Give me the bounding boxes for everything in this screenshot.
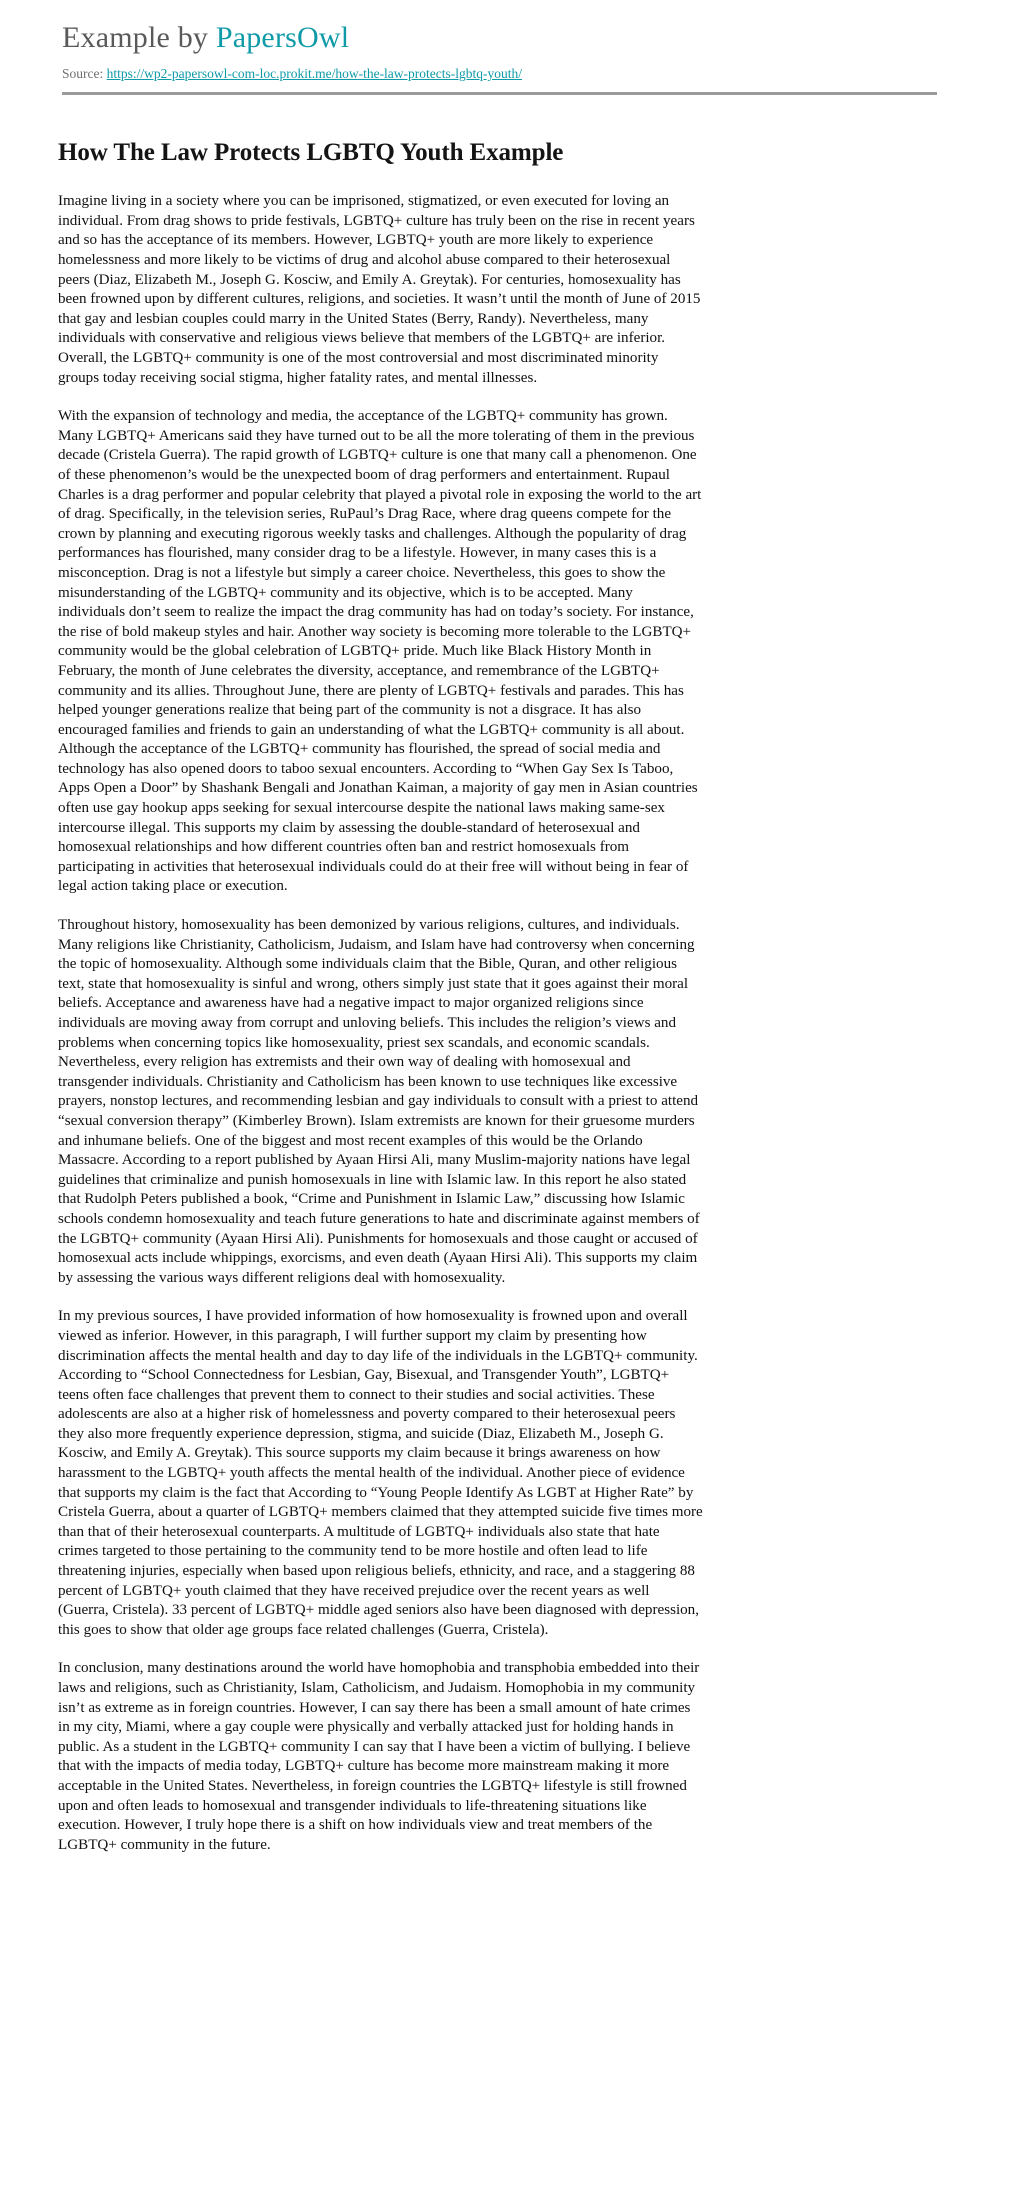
article-paragraph: Imagine living in a society where you can be imprisoned, stigmatized, or even executed for loving an individual. From drag shows to pride festivals, LGBTQ+ culture has truly been on the rise in recent years and so has the acceptance of its members. However, LGBTQ+ youth are more likely to experience homelessness and more likely to be victims of drug and alcohol abuse compared to their heterosexual peers (Diaz, Elizabeth M., Joseph G. Kosciw, and Emily A. Greytak). For centuries, homosexuality has been frowned upon by different cultures, religions, and societies. It wasn’t until the month of June of 2015 that gay and lesbian couples could marry in the United States (Berry, Randy). Nevertheless, many individuals with conservative and religious views believe that members of the LGBTQ+ are inferior. Overall, the LGBTQ+ community is one of the most controversial and most discriminated minority groups today receiving social stigma, higher fatality rates, and mental illnesses. bbox=[58, 193, 701, 386]
brand-name: PapersOwl bbox=[215, 21, 350, 54]
source-line bbox=[58, 66, 758, 82]
article-paragraph: In conclusion, many destinations around the world have homophobia and transphobia embedded into their laws and religions, such as Christianity, Islam, Catholicism, and Judaism. Homophobia in my community isn’t as extreme as in foreign countries. However, I can say there has been a small amount of hate crimes in my city, Miami, where a gay couple were physically and verbally attacked just for holding hands in public. As a student in the LGBTQ+ community I can say that I have been a victim of bullying. I believe that with the impacts of media today, LGBTQ+ culture has become more mainstream making it more acceptable in the United States. Nevertheless, in foreign countries the LGBTQ+ lifestyle is still frowned upon and often leads to homosexual and transgender individuals to life-threatening situations like execution. However, I truly hope there is a shift on how individuals view and treat members of the LGBTQ+ community in the future. bbox=[58, 1660, 700, 1853]
article-paragraph: Throughout history, homosexuality has been demonized by various religions, cultures, and individuals. Many religions like Christianity, Catholicism, Judaism, and Islam have had controversy when concerning the topic of homosexuality. Although some individuals claim that the Bible, Quran, and other religious text, state that homosexuality is sinful and wrong, others simply just state that it goes against their moral beliefs. Acceptance and awareness have had a negative impact to major organized religions since individuals are moving away from corrupt and unloving beliefs. This includes the religion’s views and problems when concerning topics like homosexuality, priest sex scandals, and economic scandals. Nevertheless, every religion has extremists and their own way of dealing with homosexual and transgender individuals. Christianity and Catholicism has been known to use techniques like excessive prayers, nonstop lectures, and recommending lesbian and gay individuals to consult with a priest to attend “sexual conversion therapy” (Kimberley Brown). Islam extremists are known for their gruesome murders and inhumane beliefs. One of the biggest and most recent examples of this would be the Orlando Massacre. According to a report published by Ayaan Hirsi Ali, many Muslim-majority nations have legal guidelines that criminalize and punish homosexuals in line with Islamic law. In this report he also stated that Rudolph Peters published a book, “Crime and Punishment in Islamic Law,” discussing how Islamic schools condemn homosexuality and teach future generations to hate and discriminate against members of the LGBTQ+ community (Ayaan Hirsi Ali). Punishments for homosexuals and those caught or accused of homosexual acts include whippings, exorcisms, and even death (Ayaan Hirsi Ali). This supports my claim by assessing the various ways different religions deal with homosexuality. bbox=[58, 917, 700, 1286]
page-title: How The Law Protects LGBTQ Youth Example bbox=[58, 139, 564, 166]
header-divider bbox=[62, 92, 937, 95]
brand-header bbox=[58, 0, 758, 95]
article-paragraph: With the expansion of technology and media, the acceptance of the LGBTQ+ community has grown. Many LGBTQ+ Americans said they have turned out to be all the more tolerating of them in the previous decade (Cristela Guerra). The rapid growth of LGBTQ+ culture is one that many call a phenomenon. One of these phenomenon’s would be the unexpected boom of drag performers and entertainment. Rupaul Charles is a drag performer and popular celebrity that played a pivotal role in exposing the world to the art of drag. Specifically, in the television series, RuPaul’s Drag Race, where drag queens compete for the crown by planning and executing rigorous weekly tasks and challenges. Although the popularity of drag performances has flourished, many consider drag to be a lifestyle. However, in many cases this is a misconception. Drag is not a lifestyle but simply a career choice. Nevertheless, this goes to show the misunderstanding of the LGBTQ+ community and its objective, which is to be accepted. Many individuals don’t seem to realize the impact the drag community has had on today’s society. For instance, the rise of bold makeup styles and hair. Another way society is becoming more tolerable to the LGBTQ+ community would be the global celebration of LGBTQ+ pride. Much like Black History Month in February, the month of June celebrates the diversity, acceptance, and remembrance of the LGBTQ+ community and its allies. Throughout June, there are plenty of LGBTQ+ festivals and parades. This has helped younger generations realize that being part of the community is not a disgrace. It has also encouraged families and friends to gain an understanding of what the LGBTQ+ community is all about. Although the acceptance of the LGBTQ+ community has flourished, the spread of social media and technology has also opened doors to taboo sexual encounters. According to “When Gay Sex Is Taboo, Apps Open a Door” by Shashank Bengali and Jonathan Kaiman, a majority of gay men in Asian countries often use gay hookup apps seeking for sexual intercourse despite the national laws making same-sex intercourse illegal. This supports my claim by assessing the double-standard of heterosexual and homosexual relationships and how different countries often ban and restrict homosexuals from participating in activities that heterosexual individuals could do at their free will without being in fear of legal action taking place or execution. bbox=[58, 408, 702, 895]
brand-title bbox=[58, 20, 758, 56]
article-body bbox=[58, 103, 758, 1855]
brand-title-prefix: Example by bbox=[62, 21, 216, 54]
source-url-link[interactable]: https://wp2-papersowl-com-loc.prokit.me/how-the-law-protects-lgbtq-youth/ bbox=[106, 66, 523, 81]
source-label: Source: bbox=[62, 66, 104, 81]
article-paragraph: In my previous sources, I have provided information of how homosexuality is frowned upon and overall viewed as inferior. However, in this paragraph, I will further support my claim by presenting how discrimination affects the mental health and day to day life of the individuals in the LGBTQ+ community. According to “School Connectedness for Lesbian, Gay, Bisexual, and Transgender Youth”, LGBTQ+ teens often face challenges that prevent them to connect to their studies and social activities. These adolescents are also at a higher risk of homelessness and poverty compared to their heterosexual peers they also more frequently experience depression, stigma, and suicide (Diaz, Elizabeth M., Joseph G. Kosciw, and Emily A. Greytak). This source supports my claim because it brings awareness on how harassment to the LGBTQ+ youth affects the mental health of the individual. Another piece of evidence that supports my claim is the fact that According to “Young People Identify As LGBT at Higher Rate” by Cristela Guerra, about a quarter of LGBTQ+ members claimed that they attempted suicide five times more than that of their heterosexual counterparts. A multitude of LGBTQ+ individuals also state that hate crimes targeted to those pertaining to the community tend to be more hostile and often lead to life threatening injuries, especially when based upon religious beliefs, ethnicity, and race, and a staggering 88 percent of LGBTQ+ youth claimed that they have received prejudice over the recent years as well (Guerra, Cristela). 33 percent of LGBTQ+ middle aged seniors also have been diagnosed with depression, this goes to show that older age groups face related challenges (Guerra, Cristela). bbox=[58, 1308, 703, 1638]
